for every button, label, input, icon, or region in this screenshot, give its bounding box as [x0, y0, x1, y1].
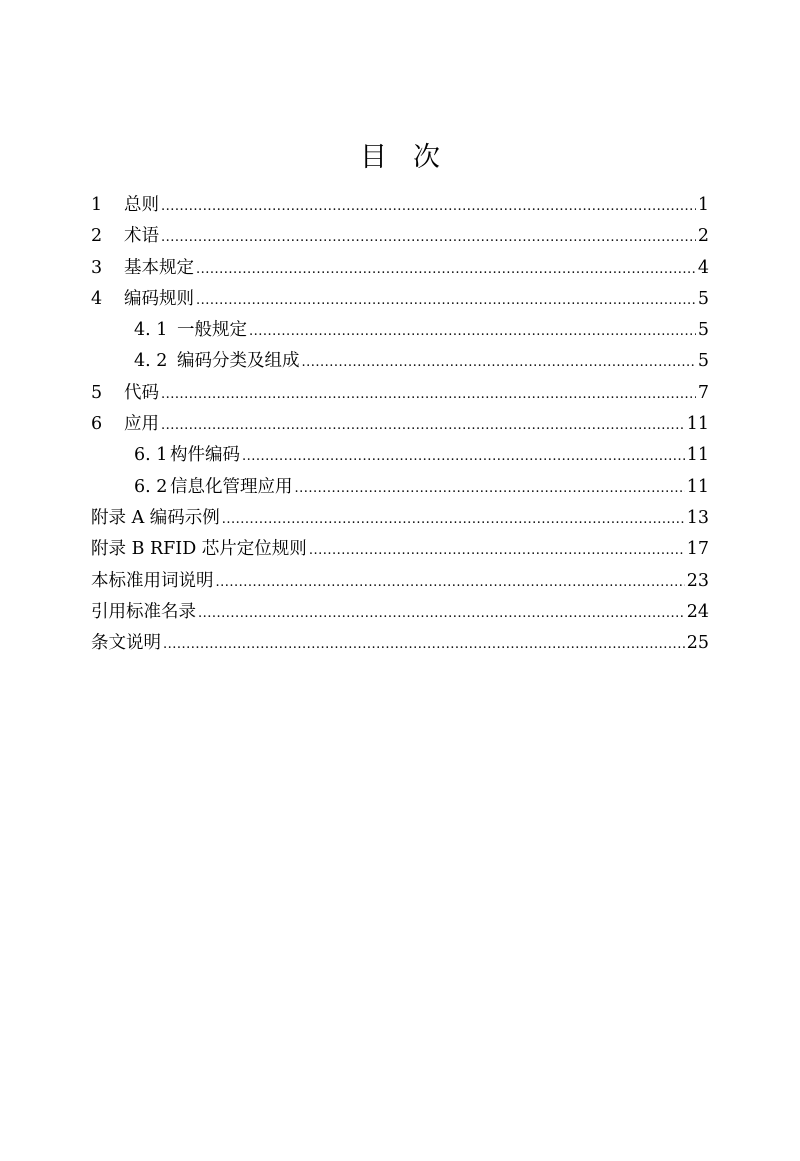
toc-entry-number: 3: [91, 257, 103, 278]
toc-leader: [161, 379, 696, 410]
toc-leader: [309, 535, 685, 566]
toc-leader: [161, 191, 696, 222]
toc-entry-label: 信息化管理应用: [170, 476, 293, 497]
toc-entry-page: 11: [686, 476, 709, 497]
toc-entry-label: 条文说明: [91, 633, 161, 654]
toc-entry-page: 5: [697, 351, 709, 372]
toc-leader: [249, 316, 696, 347]
toc-entry-explanation[interactable]: [91, 628, 709, 659]
toc-subentry[interactable]: [91, 346, 709, 377]
toc-entry-label: 一般规定: [177, 320, 247, 341]
toc-entry[interactable]: [91, 284, 709, 315]
toc-entry[interactable]: [91, 253, 709, 284]
toc-entry-label: 基本规定: [124, 257, 194, 278]
toc-entry-label: 总则: [124, 195, 159, 215]
toc-leader: [196, 285, 696, 316]
toc-entry-label: 编码规则: [124, 288, 194, 309]
toc-entry-number: 6: [91, 414, 103, 435]
toc-entry-page: 17: [686, 539, 709, 560]
toc-entry-number: 2: [91, 226, 103, 247]
toc-leader: [163, 629, 685, 660]
toc-entry-appendix-b[interactable]: [91, 534, 709, 565]
toc-entry-page: 13: [686, 507, 709, 528]
toc-entry-page: 25: [686, 633, 709, 654]
toc-leader: [161, 410, 685, 441]
toc-subentry[interactable]: [91, 440, 709, 471]
toc-title-right: 次: [413, 142, 440, 173]
toc-leader: [242, 441, 685, 472]
toc-entry-number: 1: [91, 195, 103, 215]
toc-entry-label: 编码分类及组成: [177, 351, 300, 372]
toc-leader: [302, 347, 696, 378]
toc-entry-page: 5: [697, 320, 709, 341]
toc-entry-appendix-a[interactable]: [91, 503, 709, 534]
toc-entry-page: 4: [697, 257, 709, 278]
toc-list: [91, 190, 709, 659]
toc-entry-label: 应用: [124, 414, 159, 435]
toc-title-left: 目: [360, 142, 387, 173]
toc-subentry[interactable]: [91, 315, 709, 346]
toc-entry-label: 代码: [124, 382, 159, 403]
toc-entry-label: 术语: [124, 226, 159, 247]
toc-entry-label: 引用标准名录: [91, 601, 196, 622]
toc-leader: [161, 222, 696, 253]
toc-entry-page: 23: [686, 570, 709, 591]
toc-leader: [216, 567, 685, 598]
toc-entry-wording[interactable]: [91, 566, 709, 597]
toc-entry-page: 24: [686, 601, 709, 622]
toc-entry-number: 6. 2: [134, 476, 168, 497]
toc-entry[interactable]: [91, 190, 709, 221]
toc-leader: [222, 504, 685, 535]
toc-entry-references[interactable]: [91, 597, 709, 628]
toc-entry-number: 5: [91, 382, 103, 403]
toc-entry-label: 附录 A 编码示例: [91, 507, 220, 528]
toc-entry-page: 11: [686, 414, 709, 435]
toc-entry-page: 11: [686, 445, 709, 466]
toc-entry[interactable]: [91, 378, 709, 409]
toc-entry-page: 2: [697, 226, 709, 247]
toc-leader: [295, 473, 685, 504]
toc-entry-label: 本标准用词说明: [91, 570, 214, 591]
toc-leader: [198, 598, 685, 629]
toc-entry-page: 7: [697, 382, 709, 403]
toc-title: [0, 138, 800, 178]
toc-entry-label: 构件编码: [170, 445, 240, 466]
toc-entry-page: 5: [697, 288, 709, 309]
toc-entry-number: 4. 2: [134, 351, 168, 372]
toc-entry-number: 4: [91, 288, 103, 309]
toc-entry[interactable]: [91, 409, 709, 440]
toc-entry-label: 附录 B RFID 芯片定位规则: [91, 539, 307, 560]
toc-entry-number: 4. 1: [134, 320, 168, 341]
toc-leader: [196, 254, 696, 285]
toc-entry[interactable]: [91, 221, 709, 252]
toc-subentry[interactable]: [91, 472, 709, 503]
toc-entry-number: 6. 1: [134, 445, 168, 466]
toc-entry-page: 1: [697, 195, 709, 215]
